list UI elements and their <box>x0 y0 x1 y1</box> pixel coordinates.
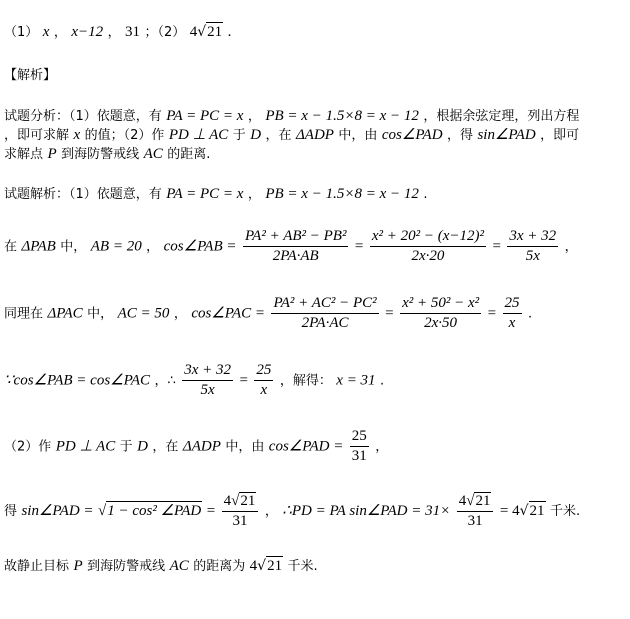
text: ， <box>247 187 261 202</box>
numerator-coef: 4 <box>223 493 232 509</box>
numerator: 3x + 32 <box>507 228 558 247</box>
text: 到海防警戒线 <box>61 147 140 162</box>
math: AB = 20 <box>90 238 142 255</box>
text: ，即可求解 <box>4 128 70 143</box>
text: ， <box>173 306 187 322</box>
solution-line-5 <box>4 428 388 465</box>
math: P <box>73 558 83 574</box>
math: = 4 <box>499 503 520 519</box>
denominator: 31 <box>467 513 483 529</box>
math: cos∠PAB = <box>163 238 237 255</box>
math: PB = x − 1.5×8 = x − 12 <box>265 186 419 202</box>
math: sin∠PAD = <box>21 503 94 519</box>
text: ，在 <box>152 439 179 455</box>
answer-line: （1） x ， x−12 ， 31 ；（2） 4√21 . <box>4 24 232 40</box>
analysis-line-1 <box>4 107 579 126</box>
math: AC <box>143 146 163 162</box>
math: ΔADP <box>295 127 334 143</box>
answer-x: x <box>42 24 50 40</box>
text: 的值；（2）作 <box>84 128 165 143</box>
text: ，在 <box>265 128 292 143</box>
text: ，根据余弦定理，列出方程 <box>423 109 580 124</box>
denominator: 2PA·AB <box>272 248 319 264</box>
separator: ， <box>53 25 67 40</box>
math: cos∠PAD <box>381 127 443 143</box>
denominator: 2PA·AC <box>301 315 349 331</box>
denominator: 5x <box>525 248 540 264</box>
math: PA = PC = x <box>166 108 244 124</box>
math: sin∠PAD <box>477 127 536 143</box>
math: PB = x − 1.5×8 = x − 12 <box>265 108 419 124</box>
fraction <box>507 228 558 265</box>
text: 中， <box>60 239 87 255</box>
text: 于 <box>232 128 246 143</box>
math: PD ⊥ AC <box>55 438 116 455</box>
solution-line-2: 在 ΔPAB 中， AB = 20 ， cos∠PAB = $\frac{\text{PA² + AB² − PB²}}{2PA\cdot AB}$ = $\frac{\text{x² + 20² − (x−12)²}}{2x\cdot 20}$ = $\frac{3x + 32}{5x}$ ， <box>4 228 578 264</box>
fraction <box>254 362 273 399</box>
answer-31: 31 <box>125 24 141 40</box>
fraction <box>182 362 233 399</box>
coef: 4 <box>249 558 258 574</box>
equals: = <box>239 372 248 389</box>
text: 中， <box>87 306 114 322</box>
numerator: 3x + 32 <box>182 362 233 381</box>
text: ， <box>146 239 160 255</box>
text: ， <box>264 504 278 519</box>
radicand: 21 <box>267 558 283 574</box>
fraction <box>350 428 369 465</box>
numerator-radicand: 21 <box>475 493 491 509</box>
math: x <box>73 127 81 143</box>
numerator: x² + 20² − (x−12)² <box>370 228 486 247</box>
solution-line-6: 得 sin∠PAD = √1 − cos² ∠PAD = $\frac{4√21}{31}$ ， ∴PD = PA sin∠PAD = 31× $\frac{4√21}{31}$ = 4√21 千米. <box>4 493 581 529</box>
fraction <box>243 228 349 265</box>
text: 的距离. <box>167 147 211 162</box>
numerator-coef: 4 <box>458 493 467 509</box>
math: x = 31 <box>336 372 376 389</box>
numerator: 25 <box>350 428 369 447</box>
text: 在 <box>4 239 18 255</box>
math: D <box>250 127 262 143</box>
math: AC <box>169 558 189 574</box>
answer-part2-label: ；（2） <box>144 25 186 40</box>
text: 千米. <box>287 559 318 574</box>
fraction <box>503 295 522 332</box>
math: PD ⊥ AC <box>168 127 229 143</box>
text: 千米. <box>549 504 581 519</box>
text: 试题分析：（1）依题意，有 <box>4 109 162 124</box>
period: . <box>227 24 232 40</box>
text: . <box>423 187 428 202</box>
denominator: 2x·20 <box>411 248 445 264</box>
denominator: 5x <box>200 382 215 398</box>
answer-x-minus-12: x−12 <box>71 24 104 40</box>
answer-radicand: 21 <box>207 24 223 40</box>
numerator: x² + 50² − x² <box>400 295 481 314</box>
math: D <box>137 438 148 455</box>
text: 得 <box>4 504 18 519</box>
solution-line-3: 同理在 ΔPAC 中， AC = 50 ， cos∠PAC = $\frac{\text{PA² + AC² − PC²}}{2PA\cdot AC}$ = $\frac{\text{x² + 50² − x²}}{2x\cdot 50}$ = $\frac{25}{x}$ . <box>4 295 533 331</box>
math: ΔADP <box>182 438 221 455</box>
numerator: 25 <box>254 362 273 381</box>
text: 的距离为 <box>193 559 246 574</box>
solution-line-1 <box>4 185 427 204</box>
equals: = <box>206 503 216 519</box>
text: 中，由 <box>225 439 265 455</box>
text: ，解得： <box>279 373 332 389</box>
section-heading: 【解析】 <box>4 68 57 83</box>
text: ， <box>247 109 261 124</box>
text: ， <box>375 439 389 455</box>
math: cos∠PAC = <box>191 305 266 322</box>
math: P <box>47 146 57 162</box>
answer-part1-label: （1） <box>4 25 39 40</box>
numerator: PA² + AC² − PC² <box>271 295 378 314</box>
math: ΔPAB <box>21 238 56 255</box>
text: 求解点 <box>4 147 44 162</box>
fraction <box>271 295 378 332</box>
numerator-radicand: 21 <box>240 493 256 509</box>
radicand: 21 <box>529 503 545 519</box>
denominator: 31 <box>351 448 367 464</box>
denominator: 2x·50 <box>424 315 458 331</box>
text: ，即可 <box>540 128 580 143</box>
text: 故静止目标 <box>4 559 70 574</box>
fraction <box>370 228 486 265</box>
denominator: x <box>260 382 268 398</box>
math: cos∠PAD = <box>268 438 344 455</box>
text: ， <box>564 239 578 255</box>
fraction <box>400 295 481 332</box>
fraction: $\frac{4√21}{31}$ <box>222 492 259 530</box>
answer-coef: 4 <box>189 24 198 40</box>
denominator: 31 <box>232 513 248 529</box>
text: ，∴ <box>154 373 176 389</box>
text: 同理在 <box>4 306 44 322</box>
text: 试题解析：（1）依题意，有 <box>4 187 162 202</box>
numerator: 25 <box>503 295 522 314</box>
math: ∴PD = PA sin∠PAD = 31× <box>282 503 451 519</box>
analysis-line-2 <box>4 126 579 145</box>
text: 中，由 <box>338 128 378 143</box>
text: （2）作 <box>4 439 52 455</box>
denominator: x <box>508 315 516 331</box>
math: ∵cos∠PAB = cos∠PAC <box>4 372 151 389</box>
math: ΔPAC <box>47 305 83 322</box>
analysis-line-3 <box>4 145 210 164</box>
solution-line-4 <box>4 362 384 399</box>
text: 于 <box>119 439 133 455</box>
text: . <box>380 373 385 389</box>
math: AC = 50 <box>117 305 170 322</box>
text: 到海防警戒线 <box>87 559 166 574</box>
fraction: $\frac{4√21}{31}$ <box>457 492 494 530</box>
numerator: PA² + AB² − PB² <box>243 228 349 247</box>
text: . <box>527 306 533 322</box>
radicand: 1 − cos² ∠PAD <box>107 503 202 519</box>
separator: ， <box>107 25 121 40</box>
solution-line-7: 故静止目标 P 到海防警戒线 AC 的距离为 4√21 千米. <box>4 558 318 574</box>
math: PA = PC = x <box>166 186 244 202</box>
text: ，得 <box>447 128 474 143</box>
